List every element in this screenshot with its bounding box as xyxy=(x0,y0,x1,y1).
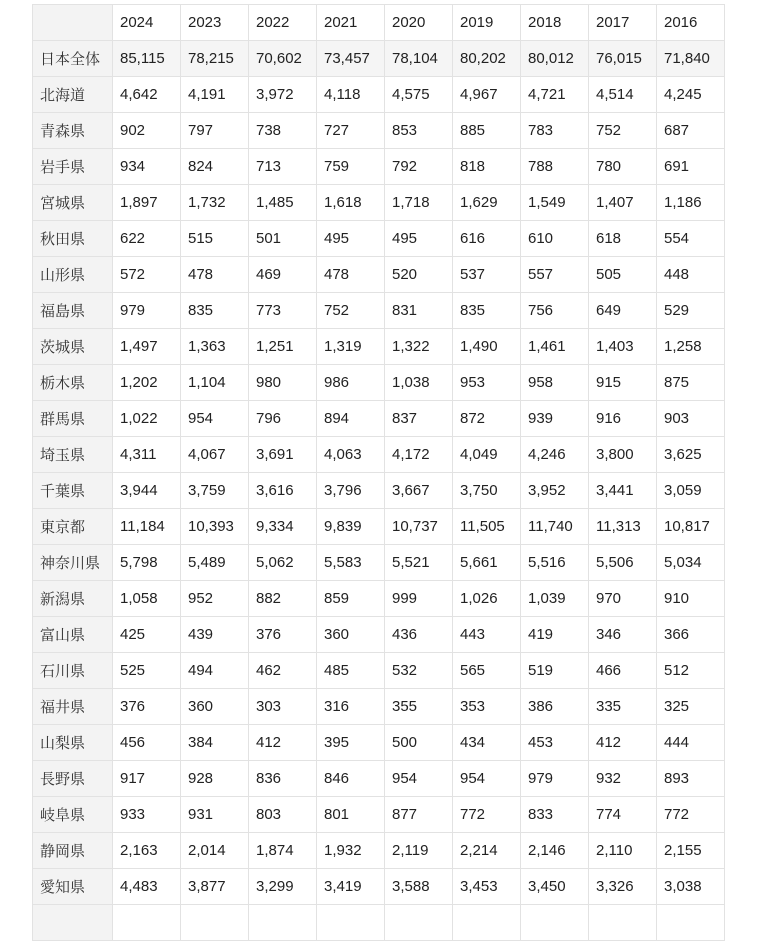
table-cell-value: 444 xyxy=(657,725,725,761)
row-header-prefecture: 愛知県 xyxy=(33,869,113,905)
table-cell-value: 953 xyxy=(453,365,521,401)
table-cell-value: 9,839 xyxy=(317,509,385,545)
row-header-prefecture: 宮城県 xyxy=(33,185,113,221)
table-cell-value: 1,202 xyxy=(113,365,181,401)
table-body xyxy=(33,41,725,941)
row-header-prefecture: 青森県 xyxy=(33,113,113,149)
table-row xyxy=(33,473,725,509)
table-cell-value: 532 xyxy=(385,653,453,689)
row-header-prefecture: 新潟県 xyxy=(33,581,113,617)
table-cell-value: 3,588 xyxy=(385,869,453,905)
table-cell-value: 500 xyxy=(385,725,453,761)
table-cell-value: 1,038 xyxy=(385,365,453,401)
table-cell-value: 1,874 xyxy=(249,833,317,869)
table-cell-value: 885 xyxy=(453,113,521,149)
table-cell-value: 4,483 xyxy=(113,869,181,905)
table-row xyxy=(33,365,725,401)
table-cell-value: 616 xyxy=(453,221,521,257)
table-cell-value: 756 xyxy=(521,293,589,329)
table-cell-value: 1,490 xyxy=(453,329,521,365)
column-header-year: 2017 xyxy=(589,5,657,41)
column-header-year: 2021 xyxy=(317,5,385,41)
table-cell-value: 419 xyxy=(521,617,589,653)
table-cell-value xyxy=(113,905,181,941)
column-header-year: 2016 xyxy=(657,5,725,41)
table-cell-value: 434 xyxy=(453,725,521,761)
table-cell-value xyxy=(521,905,589,941)
table-cell-value: 831 xyxy=(385,293,453,329)
table-cell-value: 792 xyxy=(385,149,453,185)
table-cell-value: 4,575 xyxy=(385,77,453,113)
table-cell-value: 882 xyxy=(249,581,317,617)
table-cell-value: 928 xyxy=(181,761,249,797)
table-row xyxy=(33,689,725,725)
table-cell-value: 846 xyxy=(317,761,385,797)
table-cell-value: 3,750 xyxy=(453,473,521,509)
table-cell-value: 412 xyxy=(249,725,317,761)
table-row xyxy=(33,257,725,293)
table-row xyxy=(33,329,725,365)
table-cell-value: 3,299 xyxy=(249,869,317,905)
table-cell-value xyxy=(385,905,453,941)
table-cell-value: 797 xyxy=(181,113,249,149)
table-cell-value: 818 xyxy=(453,149,521,185)
table-cell-value: 11,184 xyxy=(113,509,181,545)
header-row xyxy=(33,5,725,41)
table-cell-value: 772 xyxy=(657,797,725,833)
table-cell-value: 70,602 xyxy=(249,41,317,77)
column-header-year: 2023 xyxy=(181,5,249,41)
column-header-year: 2024 xyxy=(113,5,181,41)
row-header-prefecture: 茨城県 xyxy=(33,329,113,365)
table-cell-value: 780 xyxy=(589,149,657,185)
table-cell-value: 3,616 xyxy=(249,473,317,509)
table-cell-value: 3,952 xyxy=(521,473,589,509)
row-header-prefecture: 山形県 xyxy=(33,257,113,293)
table-cell-value: 4,191 xyxy=(181,77,249,113)
table-cell-value: 1,629 xyxy=(453,185,521,221)
table-cell-value: 3,625 xyxy=(657,437,725,473)
table-cell-value: 495 xyxy=(385,221,453,257)
row-header-prefecture: 福井県 xyxy=(33,689,113,725)
table-row xyxy=(33,113,725,149)
table-cell-value: 443 xyxy=(453,617,521,653)
table-cell-value: 958 xyxy=(521,365,589,401)
table-cell-value: 353 xyxy=(453,689,521,725)
table-cell-value: 478 xyxy=(181,257,249,293)
table-cell-value: 4,721 xyxy=(521,77,589,113)
table-cell-value: 931 xyxy=(181,797,249,833)
table-cell-value: 4,642 xyxy=(113,77,181,113)
table-cell-value: 4,967 xyxy=(453,77,521,113)
table-cell-value: 1,363 xyxy=(181,329,249,365)
table-cell-value: 376 xyxy=(249,617,317,653)
table-cell-value: 529 xyxy=(657,293,725,329)
table-cell-value: 833 xyxy=(521,797,589,833)
table-cell-value: 1,104 xyxy=(181,365,249,401)
table-cell-value: 1,497 xyxy=(113,329,181,365)
table-cell-value: 4,063 xyxy=(317,437,385,473)
table-cell-value: 335 xyxy=(589,689,657,725)
table-cell-value: 691 xyxy=(657,149,725,185)
table-cell-value: 80,012 xyxy=(521,41,589,77)
table-cell-value: 954 xyxy=(385,761,453,797)
table-cell-value: 4,049 xyxy=(453,437,521,473)
table-cell-value: 803 xyxy=(249,797,317,833)
table-cell-value: 360 xyxy=(317,617,385,653)
table-cell-value: 512 xyxy=(657,653,725,689)
column-header-year: 2018 xyxy=(521,5,589,41)
table-cell-value: 1,932 xyxy=(317,833,385,869)
table-cell-value: 934 xyxy=(113,149,181,185)
table-cell-value: 872 xyxy=(453,401,521,437)
table-cell-value: 3,667 xyxy=(385,473,453,509)
table-cell-value: 10,817 xyxy=(657,509,725,545)
table-cell-value: 1,549 xyxy=(521,185,589,221)
total-row xyxy=(33,41,725,77)
table-cell-value: 952 xyxy=(181,581,249,617)
table-cell-value: 11,740 xyxy=(521,509,589,545)
table-cell-value: 3,038 xyxy=(657,869,725,905)
table-cell-value: 738 xyxy=(249,113,317,149)
table-cell-value: 824 xyxy=(181,149,249,185)
table-cell-value: 572 xyxy=(113,257,181,293)
table-cell-value: 622 xyxy=(113,221,181,257)
table-row xyxy=(33,77,725,113)
row-header-prefecture: 群馬県 xyxy=(33,401,113,437)
table-cell-value: 5,506 xyxy=(589,545,657,581)
table-cell-value: 78,215 xyxy=(181,41,249,77)
row-header-prefecture xyxy=(33,905,113,941)
table-cell-value: 1,258 xyxy=(657,329,725,365)
table-cell-value: 505 xyxy=(589,257,657,293)
table-cell-value: 979 xyxy=(521,761,589,797)
table-cell-value: 565 xyxy=(453,653,521,689)
table-cell-value: 3,059 xyxy=(657,473,725,509)
table-cell-value: 346 xyxy=(589,617,657,653)
table-cell-value: 3,877 xyxy=(181,869,249,905)
table-cell-value: 2,119 xyxy=(385,833,453,869)
table-cell-value: 954 xyxy=(181,401,249,437)
table-cell-value: 495 xyxy=(317,221,385,257)
table-cell-value: 1,407 xyxy=(589,185,657,221)
table-cell-value: 73,457 xyxy=(317,41,385,77)
table-cell-value: 5,521 xyxy=(385,545,453,581)
row-header-prefecture: 栃木県 xyxy=(33,365,113,401)
table-cell-value: 877 xyxy=(385,797,453,833)
table-row xyxy=(33,617,725,653)
table-cell-value: 11,313 xyxy=(589,509,657,545)
table-cell-value: 999 xyxy=(385,581,453,617)
table-cell-value: 355 xyxy=(385,689,453,725)
table-cell-value: 395 xyxy=(317,725,385,761)
table-cell-value: 3,944 xyxy=(113,473,181,509)
row-header-prefecture: 埼玉県 xyxy=(33,437,113,473)
table-cell-value: 10,737 xyxy=(385,509,453,545)
table-row xyxy=(33,545,725,581)
table-cell-value: 2,146 xyxy=(521,833,589,869)
row-header-prefecture: 石川県 xyxy=(33,653,113,689)
table-row xyxy=(33,905,725,941)
table-cell-value: 78,104 xyxy=(385,41,453,77)
table-cell-value: 316 xyxy=(317,689,385,725)
table-cell-value: 3,691 xyxy=(249,437,317,473)
table-cell-value: 80,202 xyxy=(453,41,521,77)
table-cell-value: 478 xyxy=(317,257,385,293)
table-cell-value: 4,172 xyxy=(385,437,453,473)
table-cell-value: 5,583 xyxy=(317,545,385,581)
row-header-prefecture: 秋田県 xyxy=(33,221,113,257)
table-cell-value: 1,322 xyxy=(385,329,453,365)
table-cell-value: 1,403 xyxy=(589,329,657,365)
row-header-prefecture: 神奈川県 xyxy=(33,545,113,581)
table-row xyxy=(33,185,725,221)
table-cell-value: 3,972 xyxy=(249,77,317,113)
table-cell-value: 5,516 xyxy=(521,545,589,581)
table-cell-value: 5,034 xyxy=(657,545,725,581)
table-cell-value: 649 xyxy=(589,293,657,329)
table-cell-value: 485 xyxy=(317,653,385,689)
table-cell-value: 1,058 xyxy=(113,581,181,617)
table-cell-value: 910 xyxy=(657,581,725,617)
table-cell-value: 986 xyxy=(317,365,385,401)
table-cell-value: 2,110 xyxy=(589,833,657,869)
row-header-prefecture: 山梨県 xyxy=(33,725,113,761)
table-row xyxy=(33,725,725,761)
column-header-year: 2022 xyxy=(249,5,317,41)
table-cell-value: 4,311 xyxy=(113,437,181,473)
table-cell-value: 1,485 xyxy=(249,185,317,221)
table-cell-value: 3,441 xyxy=(589,473,657,509)
table-cell-value xyxy=(657,905,725,941)
table-cell-value: 360 xyxy=(181,689,249,725)
table-cell-value: 76,015 xyxy=(589,41,657,77)
table-cell-value: 2,163 xyxy=(113,833,181,869)
table-cell-value: 554 xyxy=(657,221,725,257)
table-cell-value: 9,334 xyxy=(249,509,317,545)
table-row xyxy=(33,401,725,437)
table-cell-value: 376 xyxy=(113,689,181,725)
table-cell-value: 1,039 xyxy=(521,581,589,617)
table-cell-value: 893 xyxy=(657,761,725,797)
table-row xyxy=(33,653,725,689)
table-container xyxy=(32,4,725,941)
table-cell-value: 859 xyxy=(317,581,385,617)
table-cell-value: 2,014 xyxy=(181,833,249,869)
table-cell-value: 610 xyxy=(521,221,589,257)
table-cell-value: 773 xyxy=(249,293,317,329)
table-row xyxy=(33,437,725,473)
row-header-prefecture: 千葉県 xyxy=(33,473,113,509)
row-header-prefecture: 岩手県 xyxy=(33,149,113,185)
table-cell-value xyxy=(453,905,521,941)
table-cell-value: 932 xyxy=(589,761,657,797)
table-cell-value: 1,319 xyxy=(317,329,385,365)
table-row xyxy=(33,509,725,545)
table-cell-value xyxy=(249,905,317,941)
corner-cell xyxy=(33,5,113,41)
table-cell-value: 412 xyxy=(589,725,657,761)
table-cell-value: 835 xyxy=(453,293,521,329)
table-cell-value xyxy=(317,905,385,941)
row-header-prefecture: 北海道 xyxy=(33,77,113,113)
table-cell-value: 3,453 xyxy=(453,869,521,905)
table-cell-value: 903 xyxy=(657,401,725,437)
table-cell-value: 954 xyxy=(453,761,521,797)
table-cell-value: 71,840 xyxy=(657,41,725,77)
table-cell-value: 4,067 xyxy=(181,437,249,473)
table-cell-value: 1,618 xyxy=(317,185,385,221)
table-cell-value: 2,214 xyxy=(453,833,521,869)
table-cell-value: 980 xyxy=(249,365,317,401)
table-cell-value: 1,732 xyxy=(181,185,249,221)
table-cell-value: 796 xyxy=(249,401,317,437)
table-cell-value: 979 xyxy=(113,293,181,329)
table-cell-value: 325 xyxy=(657,689,725,725)
row-header-prefecture: 東京都 xyxy=(33,509,113,545)
table-cell-value: 366 xyxy=(657,617,725,653)
table-cell-value: 835 xyxy=(181,293,249,329)
table-cell-value: 525 xyxy=(113,653,181,689)
table-cell-value: 4,246 xyxy=(521,437,589,473)
row-header-prefecture: 日本全体 xyxy=(33,41,113,77)
table-cell-value: 713 xyxy=(249,149,317,185)
table-cell-value: 1,461 xyxy=(521,329,589,365)
table-cell-value: 5,062 xyxy=(249,545,317,581)
table-cell-value: 303 xyxy=(249,689,317,725)
table-cell-value: 687 xyxy=(657,113,725,149)
table-cell-value: 836 xyxy=(249,761,317,797)
table-cell-value: 774 xyxy=(589,797,657,833)
table-cell-value: 917 xyxy=(113,761,181,797)
table-cell-value: 469 xyxy=(249,257,317,293)
prefecture-yearly-table xyxy=(32,4,725,941)
table-cell-value: 3,796 xyxy=(317,473,385,509)
table-cell-value: 557 xyxy=(521,257,589,293)
table-cell-value: 520 xyxy=(385,257,453,293)
table-cell-value: 537 xyxy=(453,257,521,293)
table-cell-value: 494 xyxy=(181,653,249,689)
table-row xyxy=(33,761,725,797)
table-cell-value: 519 xyxy=(521,653,589,689)
table-cell-value: 5,798 xyxy=(113,545,181,581)
table-cell-value: 85,115 xyxy=(113,41,181,77)
table-cell-value: 386 xyxy=(521,689,589,725)
table-cell-value: 4,514 xyxy=(589,77,657,113)
table-cell-value: 618 xyxy=(589,221,657,257)
row-header-prefecture: 静岡県 xyxy=(33,833,113,869)
table-row xyxy=(33,293,725,329)
table-cell-value: 788 xyxy=(521,149,589,185)
table-cell-value: 1,186 xyxy=(657,185,725,221)
table-cell-value: 5,661 xyxy=(453,545,521,581)
table-cell-value: 894 xyxy=(317,401,385,437)
table-cell-value: 1,897 xyxy=(113,185,181,221)
table-cell-value: 3,419 xyxy=(317,869,385,905)
table-cell-value: 384 xyxy=(181,725,249,761)
column-header-year: 2019 xyxy=(453,5,521,41)
table-cell-value: 902 xyxy=(113,113,181,149)
table-cell-value: 916 xyxy=(589,401,657,437)
column-header-year: 2020 xyxy=(385,5,453,41)
table-row xyxy=(33,869,725,905)
table-cell-value: 875 xyxy=(657,365,725,401)
table-cell-value: 1,251 xyxy=(249,329,317,365)
table-cell-value: 453 xyxy=(521,725,589,761)
table-row xyxy=(33,797,725,833)
table-cell-value xyxy=(181,905,249,941)
table-cell-value: 772 xyxy=(453,797,521,833)
table-cell-value: 3,326 xyxy=(589,869,657,905)
table-cell-value: 439 xyxy=(181,617,249,653)
table-row xyxy=(33,581,725,617)
table-cell-value: 752 xyxy=(589,113,657,149)
table-cell-value: 2,155 xyxy=(657,833,725,869)
table-cell-value: 1,718 xyxy=(385,185,453,221)
table-cell-value: 515 xyxy=(181,221,249,257)
row-header-prefecture: 福島県 xyxy=(33,293,113,329)
table-cell-value: 783 xyxy=(521,113,589,149)
table-cell-value: 3,450 xyxy=(521,869,589,905)
table-cell-value: 801 xyxy=(317,797,385,833)
table-cell-value: 1,022 xyxy=(113,401,181,437)
table-cell-value: 436 xyxy=(385,617,453,653)
table-row xyxy=(33,149,725,185)
table-row xyxy=(33,221,725,257)
table-cell-value: 4,118 xyxy=(317,77,385,113)
table-cell-value: 3,800 xyxy=(589,437,657,473)
table-cell-value: 448 xyxy=(657,257,725,293)
table-cell-value: 727 xyxy=(317,113,385,149)
table-cell-value: 3,759 xyxy=(181,473,249,509)
row-header-prefecture: 岐阜県 xyxy=(33,797,113,833)
table-cell-value: 915 xyxy=(589,365,657,401)
table-cell-value: 752 xyxy=(317,293,385,329)
table-cell-value: 5,489 xyxy=(181,545,249,581)
table-cell-value: 466 xyxy=(589,653,657,689)
table-cell-value: 4,245 xyxy=(657,77,725,113)
table-cell-value: 425 xyxy=(113,617,181,653)
table-cell-value: 853 xyxy=(385,113,453,149)
table-cell-value: 933 xyxy=(113,797,181,833)
table-cell-value xyxy=(589,905,657,941)
table-cell-value: 501 xyxy=(249,221,317,257)
table-cell-value: 970 xyxy=(589,581,657,617)
table-cell-value: 759 xyxy=(317,149,385,185)
row-header-prefecture: 富山県 xyxy=(33,617,113,653)
table-row xyxy=(33,833,725,869)
table-cell-value: 462 xyxy=(249,653,317,689)
table-cell-value: 456 xyxy=(113,725,181,761)
table-cell-value: 939 xyxy=(521,401,589,437)
table-cell-value: 1,026 xyxy=(453,581,521,617)
table-cell-value: 10,393 xyxy=(181,509,249,545)
table-cell-value: 837 xyxy=(385,401,453,437)
table-cell-value: 11,505 xyxy=(453,509,521,545)
row-header-prefecture: 長野県 xyxy=(33,761,113,797)
